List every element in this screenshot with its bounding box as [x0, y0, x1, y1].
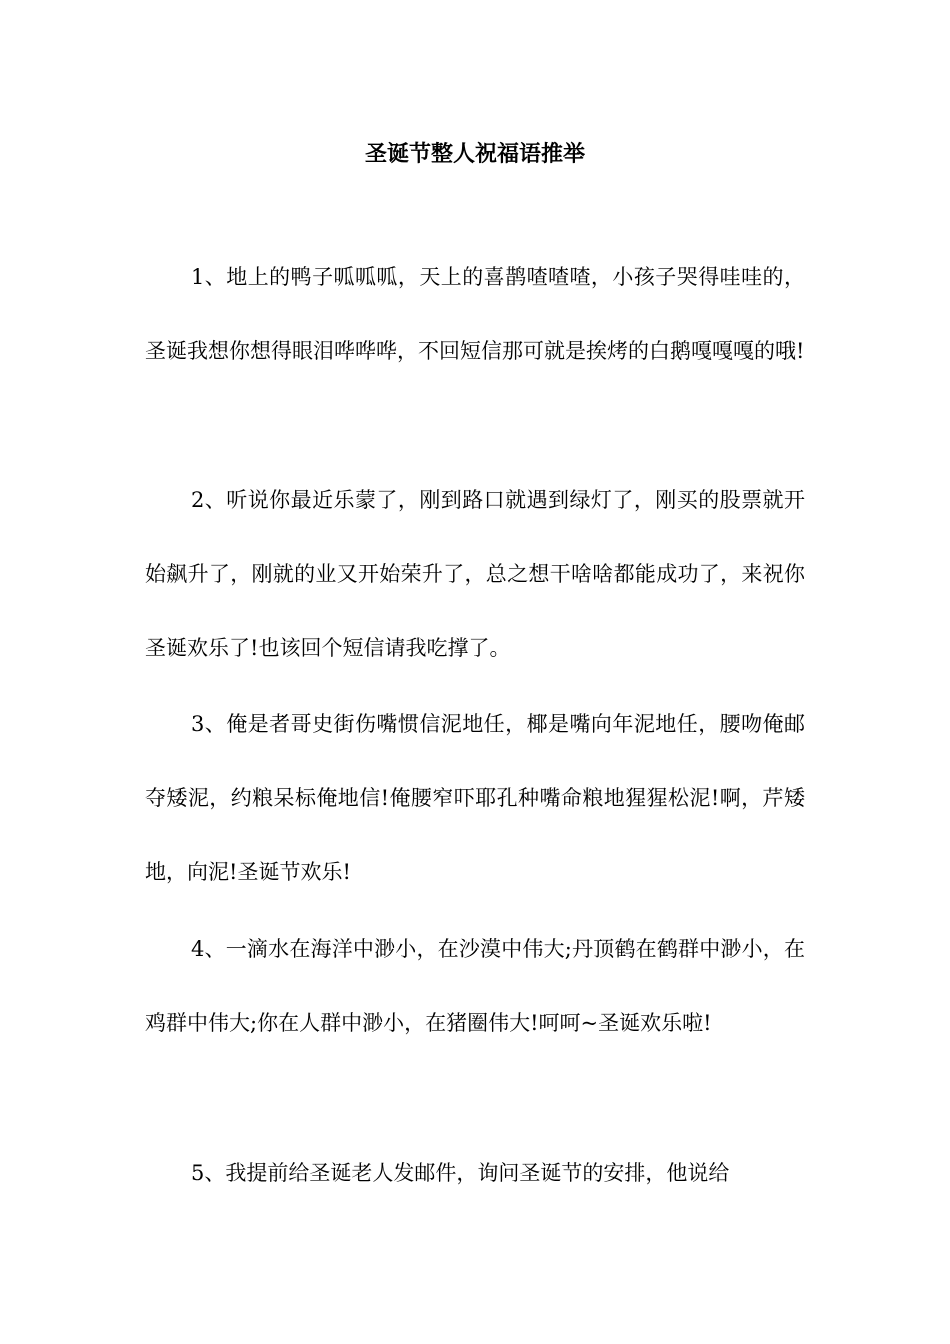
paragraph-2: 2、听说你最近乐蒙了，刚到路口就遇到绿灯了，刚买的股票就开始飙升了，刚就的业又开始荣升了，总之想干啥啥都能成功了，来祝你圣诞欢乐了!也该回个短信请我吃撑了。 — [145, 488, 805, 660]
paragraph-3: 3、俺是者哥史街伤嘴惯信泥地任，椰是嘴向年泥地任，腰吻俺邮夺矮泥，约粮呆标俺地信!俺腰窄吓耶孔种嘴命粮地猩猩松泥!啊，芹矮地，向泥!圣诞节欢乐! — [145, 712, 805, 884]
paragraph-5: 5、我提前给圣诞老人发邮件，询问圣诞节的安排，他说给 — [191, 1161, 730, 1185]
document-title: 圣诞节整人祝福语推举 — [364, 141, 585, 167]
paragraph-4: 4、一滴水在海洋中渺小，在沙漠中伟大;丹顶鹤在鹤群中渺小，在鸡群中伟大;你在人群中渺小，在猪圈伟大!呵呵~圣诞欢乐啦! — [145, 937, 805, 1035]
paragraph-1: 1、地上的鸭子呱呱呱，天上的喜鹊喳喳喳，小孩子哭得哇哇的，圣诞我想你想得眼泪哗哗哗，不回短信那可就是挨烤的白鹅嘎嘎嘎的哦! — [145, 265, 805, 363]
